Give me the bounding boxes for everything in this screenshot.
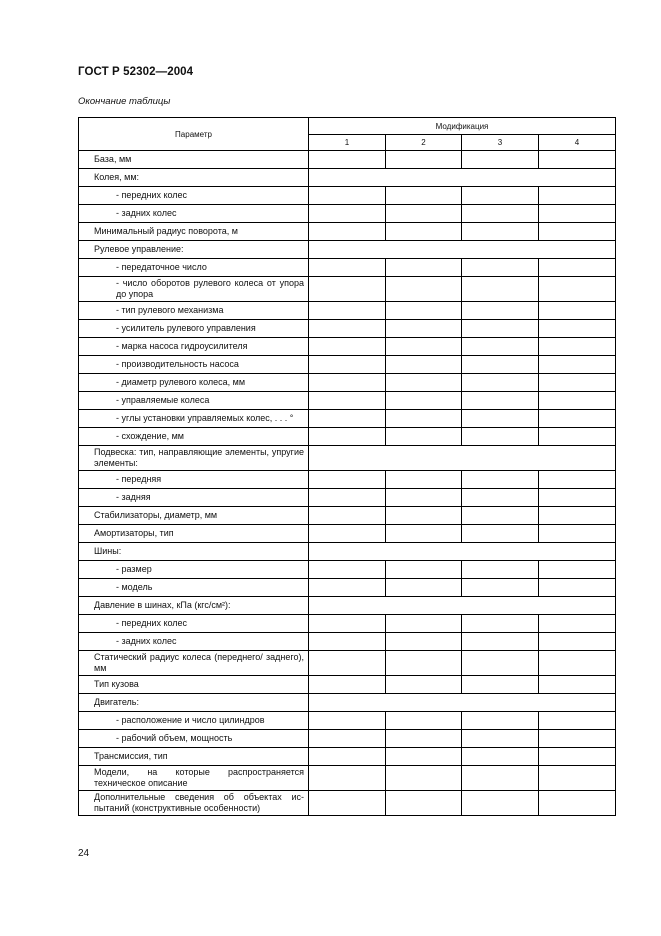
parameter-label: Дополнительные сведения об объектах ис-пытаний (конструктивные особенности) [79,791,309,816]
table-row [79,169,616,187]
value-cell[interactable] [386,410,462,428]
value-cell[interactable] [386,471,462,489]
table-row [79,356,616,374]
table-row [79,712,616,730]
value-cell[interactable] [462,205,539,223]
value-cell[interactable] [386,766,462,791]
parameter-label: Трансмиссия, тип [79,748,309,766]
value-cell[interactable] [309,302,386,320]
value-cell[interactable] [462,561,539,579]
parameter-label: Подвеска: тип, направляющие элементы, упругие элементы: [79,446,309,471]
parameter-label: - расположение и число цилиндров [79,712,309,730]
table-row [79,543,616,561]
value-cell[interactable] [386,730,462,748]
value-cell[interactable] [386,259,462,277]
parameter-label: - задняя [79,489,309,507]
value-cell[interactable] [309,730,386,748]
table-row [79,320,616,338]
value-cell[interactable] [386,676,462,694]
value-cell[interactable] [386,615,462,633]
value-cell[interactable] [309,766,386,791]
parameter-label: Статический радиус колеса (переднего/ заднего), мм [79,651,309,676]
table-row [79,651,616,676]
value-cell[interactable] [309,428,386,446]
value-cell[interactable] [539,525,616,543]
column-header-modification: Модификация [309,118,616,135]
parameter-label: - рабочий объем, мощность [79,730,309,748]
value-cell[interactable] [462,410,539,428]
table-row [79,302,616,320]
value-cell[interactable] [309,633,386,651]
value-cell[interactable] [539,471,616,489]
table-row [79,223,616,241]
value-cell[interactable] [462,791,539,816]
blank-group-cell [309,543,616,561]
page-number: 24 [78,848,90,859]
value-cell[interactable] [386,320,462,338]
value-cell[interactable] [462,356,539,374]
value-cell[interactable] [539,259,616,277]
value-cell[interactable] [462,302,539,320]
value-cell[interactable] [462,525,539,543]
value-cell[interactable] [539,730,616,748]
value-cell[interactable] [539,489,616,507]
value-cell[interactable] [539,579,616,597]
blank-group-cell [309,597,616,615]
table-row [79,561,616,579]
value-cell[interactable] [309,712,386,730]
parameter-label: Двигатель: [79,694,309,712]
value-cell[interactable] [386,561,462,579]
parameter-label: - передняя [79,471,309,489]
value-cell[interactable] [462,651,539,676]
value-cell[interactable] [462,259,539,277]
value-cell[interactable] [309,525,386,543]
value-cell[interactable] [462,633,539,651]
table-row [79,187,616,205]
value-cell[interactable] [386,374,462,392]
value-cell[interactable] [386,277,462,302]
parameter-label: Минимальный радиус поворота, м [79,223,309,241]
value-cell[interactable] [309,676,386,694]
blank-group-cell [309,446,616,471]
value-cell[interactable] [539,338,616,356]
blank-group-cell [309,169,616,187]
value-cell[interactable] [309,338,386,356]
parameter-label: - усилитель рулевого управления [79,320,309,338]
value-cell[interactable] [539,374,616,392]
value-cell[interactable] [386,579,462,597]
value-cell[interactable] [386,712,462,730]
parameter-label: - задних колес [79,633,309,651]
table-row [79,597,616,615]
value-cell[interactable] [309,205,386,223]
parameter-label: Шины: [79,543,309,561]
value-cell[interactable] [539,277,616,302]
modification-number: 4 [539,135,616,151]
value-cell[interactable] [462,151,539,169]
value-cell[interactable] [539,766,616,791]
value-cell[interactable] [309,151,386,169]
value-cell[interactable] [309,259,386,277]
value-cell[interactable] [309,748,386,766]
value-cell[interactable] [309,561,386,579]
value-cell[interactable] [462,712,539,730]
value-cell[interactable] [309,651,386,676]
parameter-label: - производительность насоса [79,356,309,374]
value-cell[interactable] [462,187,539,205]
value-cell[interactable] [386,651,462,676]
value-cell[interactable] [386,223,462,241]
modification-number: 3 [462,135,539,151]
value-cell[interactable] [539,320,616,338]
value-cell[interactable] [386,489,462,507]
document-code: ГОСТ Р 52302—2004 [78,66,194,78]
parameter-label: - модель [79,579,309,597]
value-cell[interactable] [462,579,539,597]
table-row [79,694,616,712]
blank-group-cell [309,694,616,712]
value-cell[interactable] [462,277,539,302]
table-row [79,392,616,410]
value-cell[interactable] [539,615,616,633]
value-cell[interactable] [386,356,462,374]
table-row [79,374,616,392]
value-cell[interactable] [539,187,616,205]
value-cell[interactable] [309,223,386,241]
parameter-label: - углы установки управляемых колес, . . . ° [79,410,309,428]
value-cell[interactable] [309,320,386,338]
value-cell[interactable] [309,489,386,507]
value-cell[interactable] [462,471,539,489]
value-cell[interactable] [539,791,616,816]
table-row [79,428,616,446]
value-cell[interactable] [539,151,616,169]
table-row [79,615,616,633]
value-cell[interactable] [462,223,539,241]
parameter-label: Колея, мм: [79,169,309,187]
value-cell[interactable] [539,651,616,676]
table-row [79,241,616,259]
value-cell[interactable] [309,615,386,633]
table-row [79,338,616,356]
value-cell[interactable] [309,277,386,302]
value-cell[interactable] [309,410,386,428]
value-cell[interactable] [309,579,386,597]
table-row [79,525,616,543]
value-cell[interactable] [309,187,386,205]
value-cell[interactable] [539,223,616,241]
value-cell[interactable] [539,392,616,410]
table-body [79,151,616,816]
table-row [79,471,616,489]
parameter-label: База, мм [79,151,309,169]
parameter-label: Амортизаторы, тип [79,525,309,543]
table-row [79,410,616,428]
table-row [79,277,616,302]
value-cell[interactable] [539,748,616,766]
parameter-label: - схождение, мм [79,428,309,446]
value-cell[interactable] [462,615,539,633]
table-row [79,259,616,277]
value-cell[interactable] [386,302,462,320]
parameter-label: - марка насоса гидроусилителя [79,338,309,356]
value-cell[interactable] [539,428,616,446]
value-cell[interactable] [309,791,386,816]
blank-group-cell [309,241,616,259]
value-cell[interactable] [386,151,462,169]
table-row [79,633,616,651]
parameter-label: - передаточное число [79,259,309,277]
value-cell[interactable] [386,633,462,651]
value-cell[interactable] [462,320,539,338]
parameter-label: Стабилизаторы, диаметр, мм [79,507,309,525]
parameter-label: Рулевое управление: [79,241,309,259]
value-cell[interactable] [539,712,616,730]
value-cell[interactable] [386,338,462,356]
value-cell[interactable] [386,187,462,205]
value-cell[interactable] [309,471,386,489]
value-cell[interactable] [462,507,539,525]
value-cell[interactable] [539,302,616,320]
table-row [79,766,616,791]
modification-number: 1 [309,135,386,151]
table-row [79,579,616,597]
value-cell[interactable] [539,410,616,428]
parameter-label: - управляемые колеса [79,392,309,410]
value-cell[interactable] [462,748,539,766]
value-cell[interactable] [462,338,539,356]
value-cell[interactable] [462,730,539,748]
table-row [79,676,616,694]
value-cell[interactable] [539,561,616,579]
value-cell[interactable] [539,633,616,651]
parameter-label: - число оборотов рулевого колеса от упора до упора [79,277,309,302]
modification-number: 2 [386,135,462,151]
table-row [79,748,616,766]
value-cell[interactable] [386,525,462,543]
parameter-label: - тип рулевого механизма [79,302,309,320]
table-caption: Окончание таблицы [78,96,171,107]
value-cell[interactable] [462,489,539,507]
parameter-label: Модели, на которые распространяется техническое описание [79,766,309,791]
value-cell[interactable] [386,205,462,223]
value-cell[interactable] [386,791,462,816]
value-cell[interactable] [462,392,539,410]
table-row [79,791,616,816]
table-row [79,489,616,507]
table-row [79,507,616,525]
parameter-label: - передних колес [79,615,309,633]
value-cell[interactable] [462,766,539,791]
value-cell[interactable] [462,428,539,446]
parameter-label: Тип кузова [79,676,309,694]
value-cell[interactable] [539,507,616,525]
parameter-label: - диаметр рулевого колеса, мм [79,374,309,392]
column-header-parameter: Параметр [79,118,309,151]
value-cell[interactable] [386,507,462,525]
value-cell[interactable] [309,374,386,392]
parameters-table [78,117,616,816]
table-row [79,151,616,169]
value-cell[interactable] [309,356,386,374]
value-cell[interactable] [309,392,386,410]
parameter-label: - задних колес [79,205,309,223]
value-cell[interactable] [309,507,386,525]
table-row [79,730,616,748]
value-cell[interactable] [539,356,616,374]
value-cell[interactable] [386,392,462,410]
parameter-label: - размер [79,561,309,579]
parameter-label: Давление в шинах, кПа (кгс/см²): [79,597,309,615]
table-row [79,446,616,471]
value-cell[interactable] [539,676,616,694]
value-cell[interactable] [539,205,616,223]
value-cell[interactable] [386,428,462,446]
parameter-label: - передних колес [79,187,309,205]
value-cell[interactable] [462,374,539,392]
table-row [79,205,616,223]
value-cell[interactable] [386,748,462,766]
value-cell[interactable] [462,676,539,694]
